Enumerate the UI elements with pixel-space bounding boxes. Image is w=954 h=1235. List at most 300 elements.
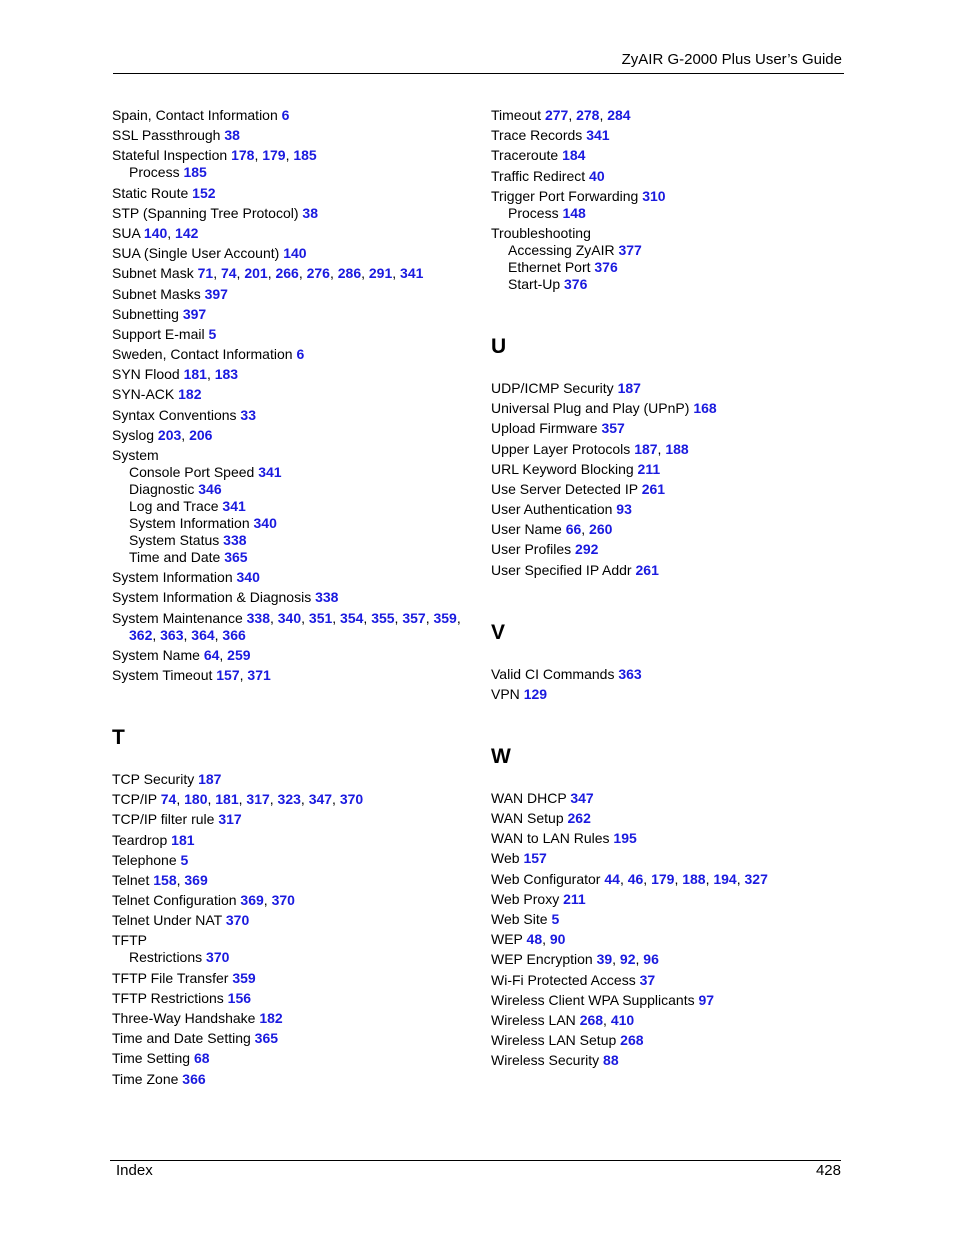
page-link[interactable]: 48 (526, 931, 543, 948)
subentry-term: Process (129, 164, 180, 181)
page-link[interactable]: 183 (214, 366, 239, 383)
entry-term: User Profiles (491, 541, 572, 558)
page-link[interactable]: 142 (175, 224, 199, 241)
index-entry (491, 951, 851, 968)
entry-line (491, 911, 851, 928)
page-link[interactable]: 195 (613, 830, 637, 847)
page-link[interactable]: 203 (157, 426, 182, 443)
page-link[interactable]: 370 (206, 949, 230, 966)
page-link[interactable]: 276 (306, 265, 330, 282)
footer-rule (110, 1160, 841, 1161)
page-link[interactable]: 6 (281, 107, 290, 123)
entry-term: SYN-ACK (112, 386, 175, 403)
entry-line: TCP/IP 74, 180, 181, 317, 323, 347, 370 (112, 791, 364, 808)
section-letter: T (112, 725, 125, 749)
entry-term: Static Route (112, 184, 189, 201)
entry-line (491, 147, 851, 164)
page-link[interactable]: 5 (551, 910, 560, 927)
index-entry (491, 1012, 851, 1029)
page-link[interactable]: 206 (189, 426, 213, 443)
entry-line: WEP 48, 90 (491, 931, 566, 948)
entry-term: System Information & Diagnosis (112, 589, 312, 606)
page-link[interactable]: 354 (340, 609, 364, 626)
index-entry (112, 447, 472, 566)
page-link[interactable]: 5 (208, 325, 217, 342)
entry-term: Telephone (112, 851, 177, 868)
entry-line: Syslog 203, 206 (112, 426, 213, 443)
section-letter: U (491, 334, 507, 358)
index-entry (112, 127, 472, 144)
entry-line (112, 245, 472, 262)
page-link[interactable]: 259 (227, 646, 251, 663)
page-link[interactable]: 370 (339, 791, 364, 808)
section-letter: W (491, 744, 511, 768)
footer-page-number: 428 (815, 1162, 841, 1179)
page-link[interactable]: 179 (651, 870, 675, 887)
page-link[interactable]: 181 (183, 366, 207, 383)
index-entry (491, 562, 851, 579)
page-link[interactable]: 268 (579, 1011, 604, 1028)
index-entry (112, 771, 472, 788)
page-link[interactable]: 370 (225, 912, 250, 929)
index-subentry (112, 464, 472, 481)
entry-line (491, 1032, 851, 1049)
entry-line: System Maintenance 338, 340, 351, 354, 355, 357, 359, (112, 609, 461, 626)
page-link[interactable]: 157 (523, 850, 547, 867)
entry-term: TFTP File Transfer (112, 969, 229, 986)
page-link[interactable]: 370 (271, 892, 295, 909)
subentry-term: Ethernet Port (508, 258, 591, 275)
entry-term: Wireless LAN Setup (491, 1032, 617, 1049)
page-link[interactable]: 39 (596, 951, 613, 968)
page-link[interactable]: 6 (296, 346, 305, 363)
page-link[interactable]: 97 (698, 991, 715, 1008)
page-link[interactable]: 327 (744, 870, 768, 887)
page-link[interactable]: 180 (184, 791, 208, 808)
entry-term: Stateful Inspection (112, 147, 228, 164)
index-subentry (112, 532, 472, 549)
page-link[interactable]: 178 (231, 147, 255, 164)
entry-term: TCP Security (112, 770, 195, 787)
entry-line: Timeout 277, 278, 284 (491, 107, 631, 123)
page-link[interactable]: 340 (236, 569, 260, 586)
entry-line: User Name 66, 260 (491, 521, 613, 538)
page-link[interactable]: 188 (665, 440, 689, 457)
entry-line (112, 306, 472, 323)
entry-term: Three-Way Handshake (112, 1010, 256, 1026)
page-link[interactable]: 71 (197, 265, 214, 282)
entry-line (491, 225, 851, 242)
page-link[interactable]: 338 (223, 532, 247, 548)
page-link[interactable]: 261 (641, 480, 666, 497)
page-link[interactable]: 181 (171, 831, 195, 848)
entry-term: Telnet Under NAT (112, 912, 222, 929)
page-link[interactable]: 181 (215, 791, 239, 808)
page-link[interactable]: 211 (637, 460, 661, 477)
index-entry (491, 481, 851, 498)
page-link[interactable]: 363 (618, 665, 642, 682)
page-link[interactable]: 341 (400, 265, 424, 282)
entry-line: System Timeout 157, 371 (112, 666, 271, 683)
entry-line (112, 1071, 472, 1088)
page-link[interactable]: 278 (576, 107, 600, 123)
entry-term: Time Zone (112, 1070, 179, 1087)
entry-term: Subnet Mask (112, 265, 194, 282)
entry-term: SSL Passthrough (112, 127, 221, 144)
page-link[interactable]: 366 (182, 1070, 206, 1087)
entry-line: Upper Layer Protocols 187, 188 (491, 440, 689, 457)
entry-line (112, 771, 472, 788)
entry-line (491, 541, 851, 558)
index-entry (491, 461, 851, 478)
index-entry (491, 168, 851, 185)
page-link[interactable]: 37 (639, 971, 656, 988)
page-link[interactable]: 369 (240, 892, 264, 909)
entry-term: System Name (112, 646, 200, 663)
page-link[interactable]: 341 (222, 498, 246, 514)
index-entry (491, 521, 851, 538)
index-entry (491, 810, 851, 827)
page-link[interactable]: 157 (216, 666, 240, 683)
page-link[interactable]: 376 (564, 275, 588, 292)
page-link[interactable]: 152 (192, 184, 216, 201)
index-entry (112, 1030, 472, 1047)
entry-line (112, 286, 472, 303)
entry-term: Trace Records (491, 127, 583, 144)
index-entry (491, 127, 851, 144)
page-link[interactable]: 182 (259, 1010, 283, 1026)
subentry-term: System Status (129, 532, 220, 548)
page-link[interactable]: 341 (258, 464, 282, 480)
entry-line (112, 912, 472, 929)
entry-line (112, 852, 472, 869)
entry-term: Upload Firmware (491, 420, 598, 437)
page-link[interactable]: 266 (275, 265, 299, 282)
index-entry (112, 1010, 472, 1027)
page-link[interactable]: 347 (570, 789, 594, 806)
page-link[interactable]: 185 (293, 147, 317, 164)
entry-term: Traceroute (491, 147, 559, 164)
entry-line (491, 666, 851, 683)
index-section (491, 107, 851, 293)
entry-term: Time Setting (112, 1050, 191, 1067)
entry-term: TCP/IP (112, 791, 157, 808)
entry-term: WEP Encryption (491, 951, 593, 968)
entry-line (112, 407, 472, 424)
page-link[interactable]: 262 (567, 810, 591, 826)
entry-term: Telnet (112, 871, 150, 888)
page-link[interactable]: 359 (232, 969, 256, 986)
footer-section: Index (116, 1162, 153, 1179)
entry-term: Teardrop (112, 831, 168, 848)
index-entry (112, 1050, 472, 1067)
index-entry (491, 830, 851, 847)
entry-line (491, 810, 851, 827)
page-link[interactable]: 74 (160, 791, 177, 808)
page-link[interactable]: 369 (184, 871, 208, 888)
page-link[interactable]: 96 (643, 951, 659, 968)
entry-term: SYN Flood (112, 366, 180, 383)
entry-line: SYN Flood 181, 183 (112, 366, 239, 383)
page-link[interactable]: 68 (193, 1050, 210, 1067)
entry-term: Sweden, Contact Information (112, 346, 293, 363)
page-link[interactable]: 40 (589, 167, 605, 184)
entry-line (112, 127, 472, 144)
page-link[interactable]: 211 (563, 890, 586, 907)
page-link[interactable]: 359 (433, 609, 457, 626)
subentry-term: Start-Up (508, 275, 561, 292)
page-link[interactable]: 92 (619, 951, 636, 968)
entry-line (491, 972, 851, 989)
entry-term: Web (491, 850, 520, 867)
index-column-left (112, 107, 472, 1091)
page-link[interactable]: 340 (253, 515, 277, 531)
index-entry (112, 386, 472, 403)
page-link[interactable]: 365 (254, 1030, 279, 1047)
index-section (491, 335, 851, 579)
page-link[interactable]: 377 (618, 241, 642, 258)
entry-line (491, 686, 851, 703)
index-entry (491, 400, 851, 417)
subentry-term: Console Port Speed (129, 464, 255, 480)
entry-term: WAN Setup (491, 810, 564, 826)
index-entry (112, 225, 472, 242)
page-link[interactable]: 168 (693, 400, 717, 417)
index-entry (112, 107, 472, 124)
index-entry (112, 245, 472, 262)
page-link[interactable]: 365 (224, 549, 248, 565)
index-subentry (112, 481, 472, 498)
page-link[interactable]: 93 (616, 501, 632, 518)
entry-term: UDP/ICMP Security (491, 379, 614, 396)
entry-line (112, 447, 472, 464)
index-entry (112, 932, 472, 966)
entry-term: User Specified IP Addr (491, 561, 632, 578)
subentry-term: Restrictions (129, 949, 203, 966)
page-link[interactable]: 362 (129, 626, 153, 643)
entry-line (112, 811, 472, 828)
entry-term: VPN (491, 685, 520, 702)
index-entry (112, 832, 472, 849)
entry-line (491, 380, 851, 397)
page-link[interactable]: 184 (562, 147, 586, 164)
entry-line (112, 346, 472, 363)
entry-term: System (112, 447, 159, 463)
index-entry (112, 427, 472, 444)
page-link[interactable]: 38 (302, 204, 318, 221)
entry-line (491, 127, 851, 144)
page-link[interactable]: 148 (562, 204, 586, 221)
page-link[interactable]: 88 (603, 1052, 619, 1069)
entry-term: Wireless Client WPA Supplicants (491, 991, 695, 1008)
subentry-term: Diagnostic (129, 481, 195, 497)
entry-term: Syslog (112, 426, 155, 443)
page-link[interactable]: 5 (180, 851, 189, 868)
page-link[interactable]: 260 (589, 521, 613, 538)
index-entry (112, 569, 472, 586)
page-link[interactable]: 357 (601, 420, 625, 437)
page-link[interactable]: 341 (586, 127, 610, 144)
page-link[interactable]: 179 (262, 147, 286, 164)
entry-line: Stateful Inspection 178, 179, 185 (112, 147, 317, 164)
index-entry (491, 790, 851, 807)
page-link[interactable]: 371 (247, 666, 271, 683)
page-link[interactable]: 397 (182, 305, 207, 322)
index-entry (491, 871, 851, 888)
index-entry (491, 931, 851, 948)
index-section (491, 621, 851, 703)
page-link[interactable]: 156 (227, 989, 252, 1006)
index-entry (112, 306, 472, 323)
entry-line (491, 168, 851, 185)
index-entry (491, 972, 851, 989)
index-entry (112, 852, 472, 869)
index-entry (112, 147, 472, 181)
page-link[interactable]: 363 (160, 626, 184, 643)
index-entry (112, 892, 472, 909)
page-link[interactable]: 323 (277, 791, 301, 808)
index-entry (491, 441, 851, 458)
entry-term: Traffic Redirect (491, 167, 586, 184)
entry-line: Telnet Configuration 369, 370 (112, 892, 295, 909)
entry-line: Web Configurator 44, 46, 179, 188, 194, 327 (491, 870, 768, 887)
page-link[interactable]: 286 (337, 265, 362, 282)
page-link[interactable]: 268 (620, 1032, 644, 1049)
page-link[interactable]: 182 (178, 386, 202, 403)
entry-term: WAN to LAN Rules (491, 830, 610, 847)
index-entry (112, 286, 472, 303)
entry-line (112, 185, 472, 202)
entry-term: Wireless LAN (491, 1011, 576, 1028)
entry-term: Telnet Configuration (112, 892, 237, 909)
page-link[interactable]: 38 (224, 127, 240, 144)
page-link[interactable]: 140 (143, 224, 168, 241)
index-entry (112, 265, 472, 282)
page-link[interactable]: 317 (246, 791, 270, 808)
page-link[interactable]: 357 (402, 609, 426, 626)
page-link[interactable]: 187 (634, 440, 658, 457)
page-link[interactable]: 317 (218, 811, 242, 828)
page-link[interactable]: 338 (246, 609, 270, 626)
page-link[interactable]: 284 (607, 107, 631, 123)
page-link[interactable]: 187 (198, 770, 222, 787)
index-section (112, 107, 472, 684)
page-link[interactable]: 340 (277, 609, 302, 626)
entry-continuation: 362, 363, 364, 366 (129, 626, 246, 643)
entry-term: Support E-mail (112, 325, 205, 342)
entry-term: Subnet Masks (112, 285, 201, 302)
page-link[interactable]: 129 (523, 685, 548, 702)
entry-line (112, 1010, 472, 1027)
page-link[interactable]: 44 (604, 870, 620, 887)
page-link[interactable]: 187 (617, 379, 641, 396)
index-entry (112, 366, 472, 383)
page-link[interactable]: 355 (371, 609, 395, 626)
subentry-term: Time and Date (129, 549, 221, 565)
index-entry (112, 205, 472, 222)
entry-line (491, 850, 851, 867)
index-entry (491, 225, 851, 293)
index-entry (112, 346, 472, 363)
page-link[interactable]: 158 (153, 871, 177, 888)
index-entry (112, 407, 472, 424)
page-link[interactable]: 351 (308, 609, 333, 626)
index-entry (491, 420, 851, 437)
index-entry (112, 811, 472, 828)
page-link[interactable]: 347 (308, 791, 333, 808)
page-link[interactable]: 397 (204, 285, 228, 302)
subentry-term: System Information (129, 515, 250, 531)
page-link[interactable]: 66 (565, 521, 582, 538)
entry-term: System Timeout (112, 666, 213, 683)
page-link[interactable]: 74 (220, 265, 237, 282)
page-link[interactable]: 410 (610, 1011, 635, 1028)
page-link[interactable]: 261 (635, 561, 659, 578)
page-link[interactable]: 201 (244, 265, 268, 282)
page-link[interactable]: 366 (222, 626, 246, 643)
page-link[interactable]: 376 (594, 258, 618, 275)
page-link[interactable]: 140 (283, 245, 307, 262)
page-link[interactable]: 46 (627, 870, 644, 887)
page-link[interactable]: 292 (575, 541, 599, 558)
page-link[interactable]: 194 (713, 870, 737, 887)
index-entry (491, 107, 851, 124)
page-link[interactable]: 188 (682, 870, 706, 887)
entry-term: Timeout (491, 107, 542, 123)
index-entry (112, 970, 472, 987)
entry-line: System Name 64, 259 (112, 646, 251, 663)
entry-term: TFTP Restrictions (112, 989, 224, 1006)
index-entry (491, 501, 851, 518)
header-rule (113, 73, 844, 74)
index-subentry (112, 498, 472, 515)
page-link[interactable]: 346 (198, 481, 222, 497)
page-link[interactable]: 291 (368, 265, 393, 282)
entry-line (112, 970, 472, 987)
entry-line (491, 562, 851, 579)
page-link[interactable]: 90 (549, 931, 566, 948)
entry-line (491, 790, 851, 807)
page-link[interactable]: 185 (183, 164, 207, 181)
entry-line (112, 932, 472, 949)
entry-term: TCP/IP filter rule (112, 811, 215, 828)
entry-term: Time and Date Setting (112, 1030, 251, 1047)
entry-line: Telnet 158, 369 (112, 871, 208, 888)
page-link[interactable]: 310 (642, 187, 666, 204)
entry-term: Valid CI Commands (491, 665, 615, 682)
subentry-term: Log and Trace (129, 498, 219, 514)
entry-line (112, 832, 472, 849)
index-subentry (491, 242, 851, 259)
entry-term: Wi-Fi Protected Access (491, 971, 636, 988)
entry-term: Web Proxy (491, 890, 560, 907)
index-subentry (491, 259, 851, 276)
page-link[interactable]: 33 (240, 406, 256, 423)
entry-term: URL Keyword Blocking (491, 460, 634, 477)
page-link[interactable]: 277 (544, 107, 569, 123)
entry-line (491, 501, 851, 518)
page-link[interactable]: 338 (315, 589, 339, 606)
index-entry (491, 992, 851, 1009)
index-subentry (112, 949, 472, 966)
index-entry (491, 1032, 851, 1049)
entry-term: System Maintenance (112, 609, 243, 626)
page-link[interactable]: 364 (191, 626, 215, 643)
entry-term: Troubleshooting (491, 224, 591, 241)
page-link[interactable]: 64 (203, 646, 220, 663)
subentry-term: Accessing ZyAIR (508, 241, 615, 258)
entry-line (112, 990, 472, 1007)
